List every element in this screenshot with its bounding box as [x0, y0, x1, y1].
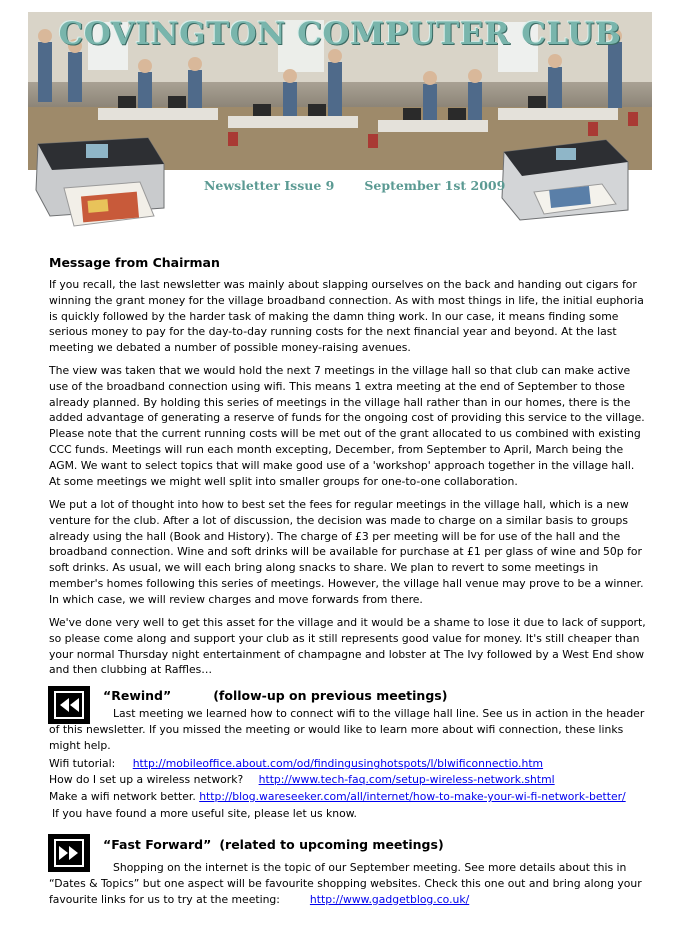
wireless-setup-link[interactable]: http://www.tech-faq.com/setup-wireless-network.shtml: [258, 773, 555, 786]
rewind-heading: [103, 688, 447, 703]
chairman-paragraph-1: If you recall, the last newsletter was mainly about slapping ourselves on the back and handing out cigars for winning the grant money for the village broadband connection. As with most things in life, the initial euphoria is quickly followed by the harder task of making the damn thing work. In our case, it means finding some serious money to pay for the day-to-day running costs for the next financial year and beyond. At the last meeting we debated a number of possible money-raising avenues.: [49, 278, 644, 355]
fast-forward-text: [49, 860, 649, 907]
chairman-heading: Message from Chairman: [49, 255, 220, 270]
rewind-outro: If you have found a more useful site, please let us know.: [52, 807, 357, 820]
chairman-paragraph-4: We've done very well to get this asset for the village and it would be a shame to lose it due to lack of support, so please come along and support your club as it still represents good value for money. It's still cheaper than your normal Thursday night entertainment of champagne and lobster at The Ivy followed by a West End show and then clubbing at Raffles…: [49, 616, 646, 677]
issue-number: Newsletter Issue 9: [204, 178, 335, 193]
link-label: How do I set up a wireless network?: [49, 773, 244, 786]
fast-forward-title: “Fast Forward”: [103, 837, 212, 852]
club-title: COVINGTON COMPUTER CLUB: [58, 16, 622, 52]
issue-line: [204, 178, 505, 193]
link-label: Make a wifi network better.: [49, 790, 196, 803]
gadgetblog-link[interactable]: http://www.gadgetblog.co.uk/: [309, 892, 470, 906]
chairman-paragraph-2: The view was taken that we would hold the next 7 meetings in the village hall so that club can make active use of the broadband connection using wifi. This means 1 extra meeting at the end of September to those already planned. By holding this series of meetings in the village hall rather than in our homes, there is the added advantage of generating a reserve of funds for the ongoing cost of providing this service to the village. Please note that the current running costs will be met out of the grant allocated to us combined with existing CCC funds. Meetings will run each month excepting, December, from September to April, March being the AGM. We want to select topics that will make good use of a 'workshop' approach together in the village hall. At some meetings we might well split into smaller groups for one-to-one collaboration.: [49, 364, 645, 488]
printer-left-image: [30, 130, 168, 230]
header-banner: [28, 12, 652, 236]
issue-date: September 1st 2009: [364, 178, 506, 193]
fast-forward-heading: [103, 837, 444, 852]
link-label: Wifi tutorial:: [49, 757, 116, 770]
link-line-wifi-better: [49, 789, 626, 805]
rewind-title: “Rewind”: [103, 688, 172, 703]
rewind-intro: Last meeting we learned how to connect wifi to the village hall line. See us in action in the header of this newsletter. If you missed the meeting or would like to learn more about wifi connection, these links might help.: [49, 707, 645, 752]
rewind-subtitle: (follow-up on previous meetings): [213, 688, 448, 703]
fast-forward-subtitle: (related to upcoming meetings): [219, 837, 444, 852]
chairman-paragraph-3: We put a lot of thought into how to best set the fees for regular meetings in the village hall, which is a new venture for the club. After a lot of discussion, the decision was made to charge on a similar basis to groups already using the hall (Book and History). The charge of £3 per meeting will be for use of the hall and the broadband connection. Wine and soft drinks will be available for purchase at £1 per glass of wine and 50p for soft drinks. As usual, we will each bring along snacks to share. We plan to revert to some meetings in member's homes following this series of meetings. However, the village hall venue may prove to be a winner. In which case, we will review charges and move forwards from there.: [49, 498, 644, 606]
link-line-wireless-setup: [49, 772, 555, 788]
printer-right-image: [498, 132, 634, 230]
wifi-tutorial-link[interactable]: http://mobileoffice.about.com/od/findingusinghotspots/l/blwificonnectio.htm: [132, 757, 544, 770]
wifi-better-link[interactable]: http://blog.wareseeker.com/all/internet/how-to-make-your-wi-fi-network-better/: [199, 790, 626, 803]
fast-forward-body: Shopping on the internet is the topic of our September meeting. See more details about this in “Dates & Topics” but one aspect will be favourite shopping websites. Check this one out and bring along your favourite links for us to try at the meeting:: [49, 861, 642, 906]
link-line-wifi-tutorial: [49, 756, 543, 772]
